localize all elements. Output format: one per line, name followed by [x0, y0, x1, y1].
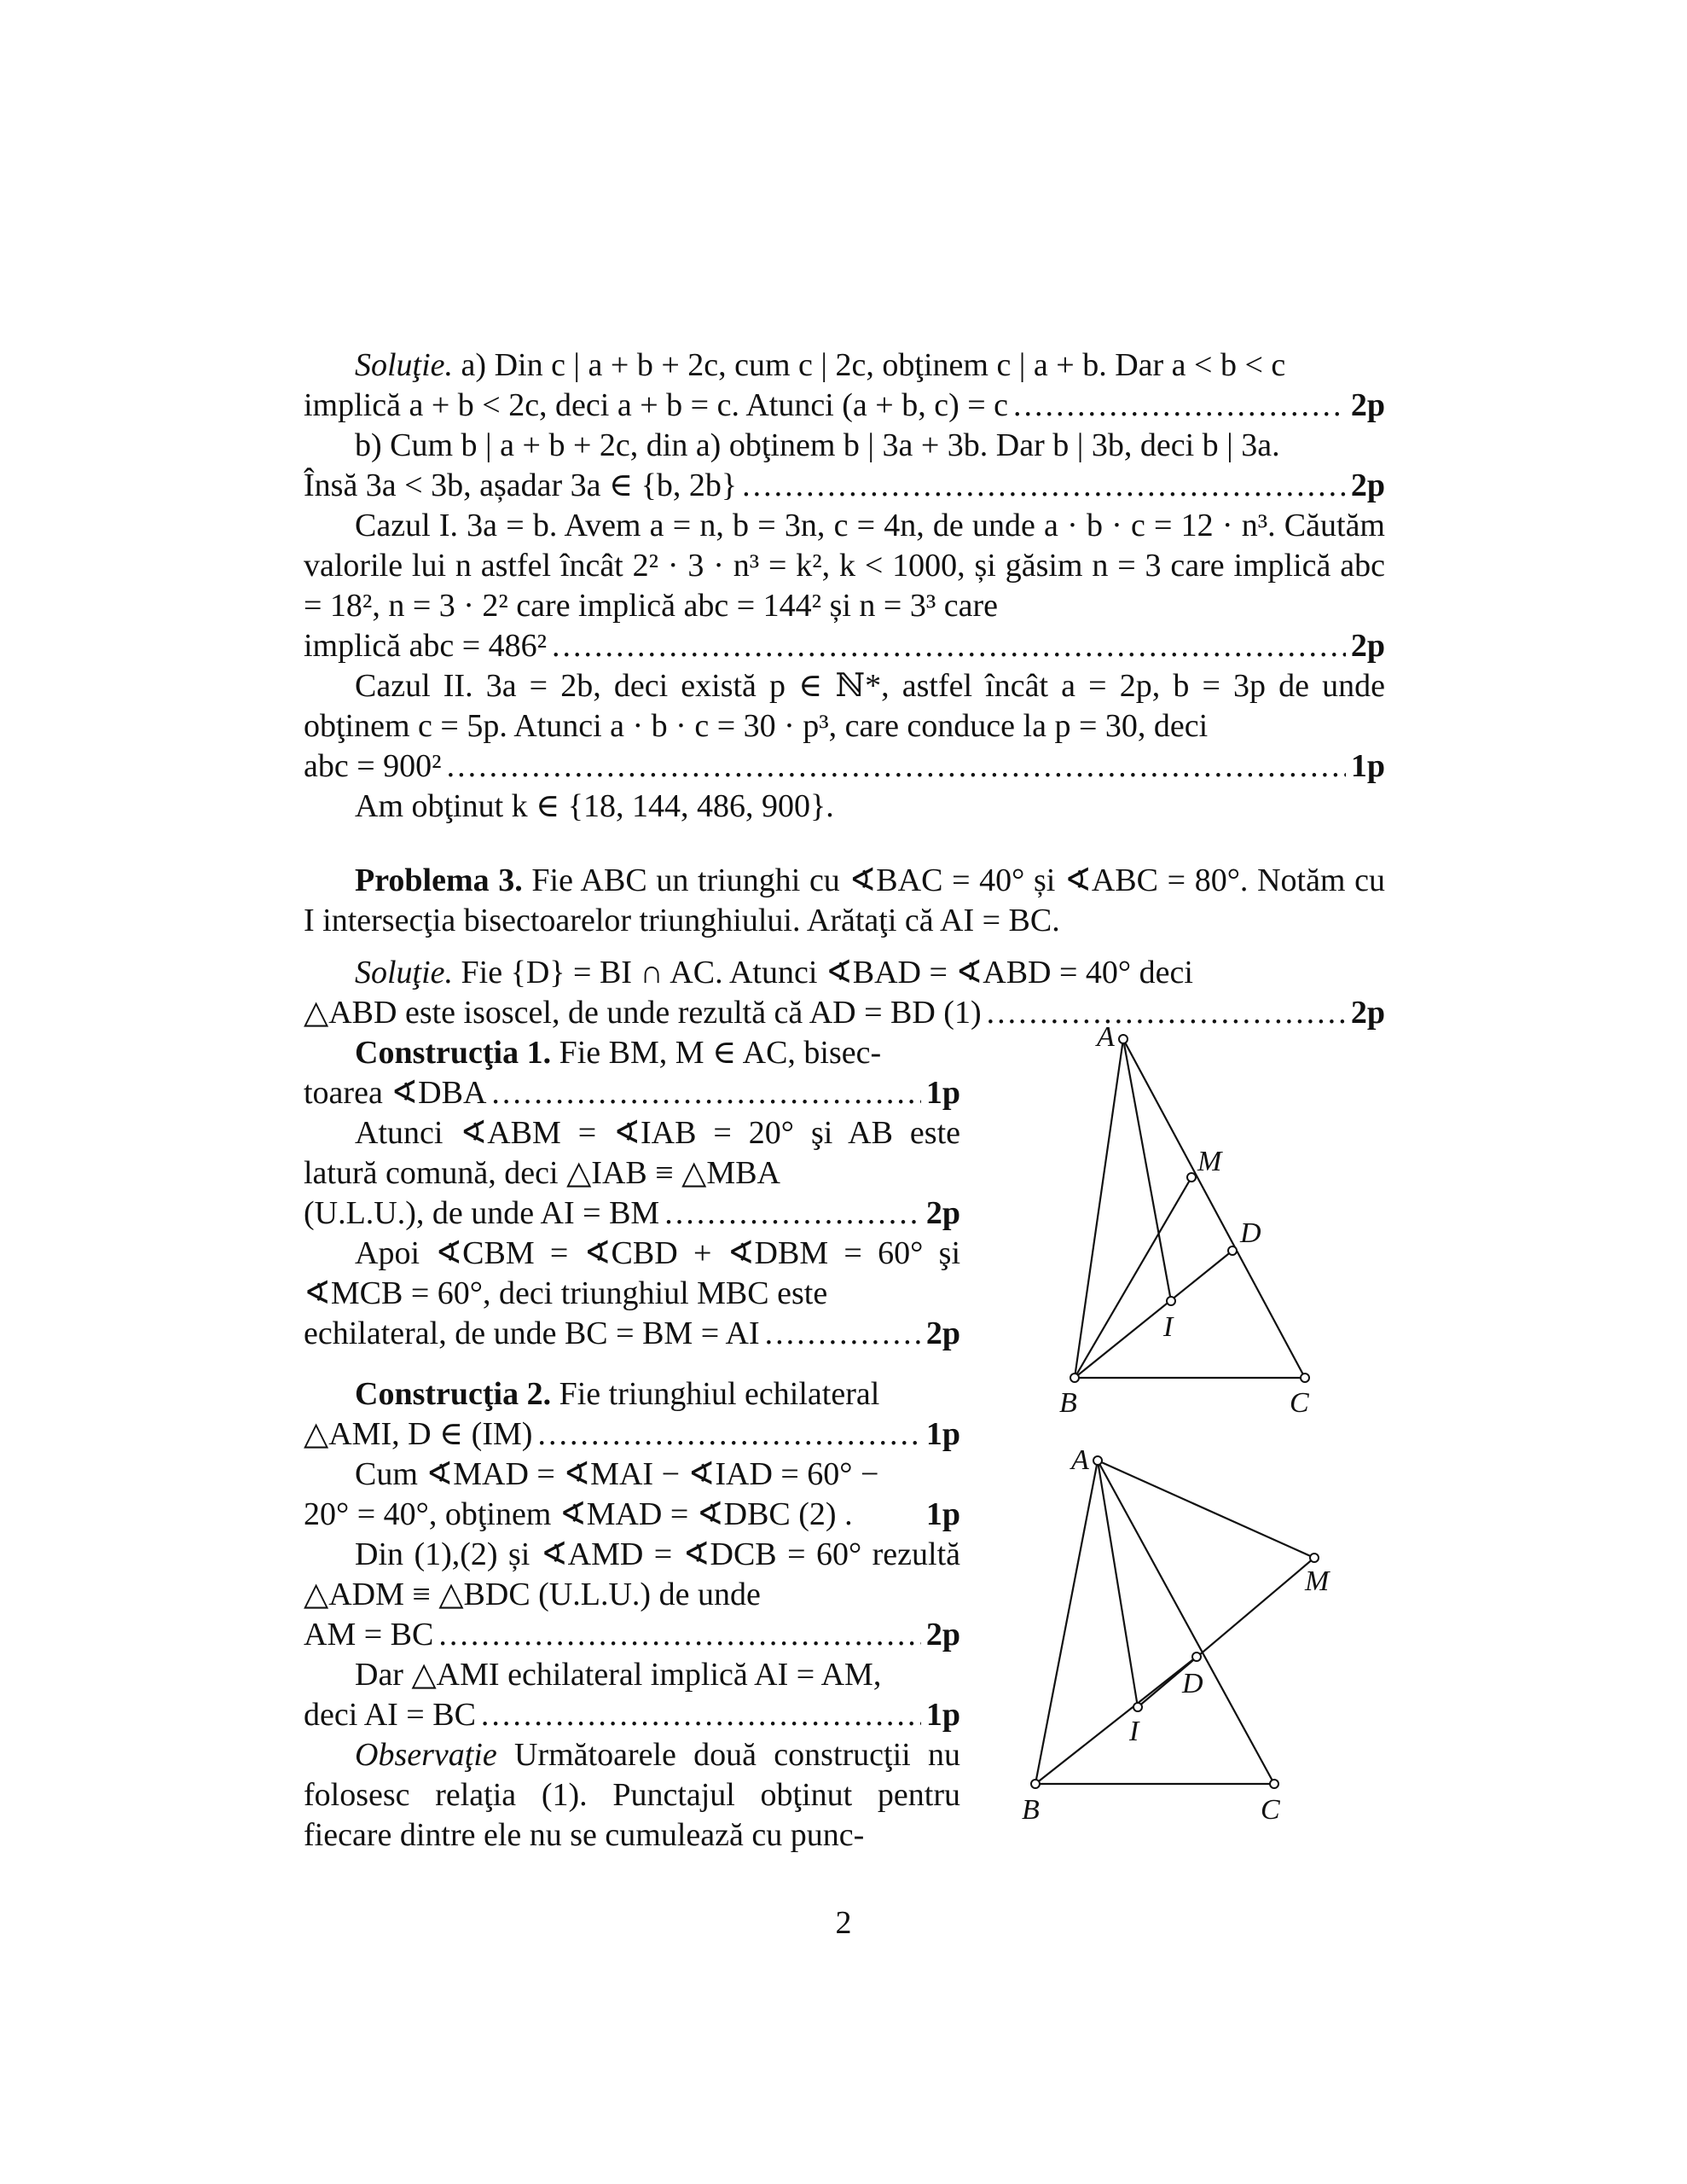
case-1-leader — [304, 626, 1385, 666]
figure-1 — [1023, 1024, 1382, 1425]
dot-leader — [537, 1414, 920, 1455]
case-2-leader — [304, 746, 1385, 787]
observation — [304, 1735, 960, 1856]
problem-3-text: Fie ABC un triunghi cu ∢BAC = 40° și ∢ABC = 80°. Notăm cu I intersecţia bisectoarelor triunghiului. Arătaţi că AI = BC. — [304, 863, 1386, 938]
construction-2-leader4 — [304, 1695, 960, 1735]
solution2-b: b) Cum b | a + b + 2c, din a) obţinem b | 3a + 3b. Dar b | 3b, deci b | 3a. — [355, 427, 1280, 463]
dot-leader — [552, 626, 1346, 666]
label-a: A — [1097, 1024, 1115, 1053]
label-i: I — [1163, 1311, 1174, 1343]
label-b: B — [1059, 1387, 1077, 1419]
case-2-end: abc = 900² — [304, 748, 442, 784]
segment-am — [1098, 1461, 1314, 1558]
label-d: D — [1240, 1217, 1261, 1249]
label-i: I — [1129, 1716, 1139, 1747]
points-badge: 2p — [925, 1617, 960, 1653]
construction-2-leader1 — [304, 1414, 960, 1455]
segment-bd — [1035, 1657, 1197, 1784]
problem-label: Problema 3. — [355, 863, 523, 898]
points-badge: 1p — [925, 1697, 960, 1733]
construction-1 — [304, 1033, 960, 1856]
solution-label: Soluţie. — [355, 347, 454, 383]
construction-2-text4: Dar △AMI echilateral implică AI = AM, — [355, 1657, 882, 1693]
construction-1-text2: Atunci ∢ABM = ∢IAB = 20° şi AB este latură comună, deci △IAB ≡ △MBA — [304, 1115, 960, 1191]
label-m: M — [1197, 1146, 1222, 1177]
construction-1-text3-end: echilateral, de unde BC = BM = AI — [304, 1316, 760, 1351]
figure-2 — [1006, 1433, 1382, 1834]
solution3-line2: △ABD este isoscel, de unde rezultă că AD = BD (1) — [304, 995, 982, 1031]
point-c — [1270, 1780, 1278, 1788]
label-c: C — [1290, 1387, 1309, 1419]
construction-2-text1: Fie triunghiul echilateral — [551, 1376, 880, 1412]
label-b: B — [1022, 1794, 1040, 1826]
construction-1-text3: Apoi ∢CBM = ∢CBD + ∢DBM = 60° şi ∢MCB = 60°, deci triunghiul MBC este — [304, 1235, 960, 1311]
construction-2-leader2 — [304, 1495, 960, 1535]
point-b — [1031, 1780, 1040, 1788]
solution2-a-leader — [304, 386, 1385, 426]
construction-2-text3: Din (1),(2) și ∢AMD = ∢DCB = 60° rezultă △ADM ≡ △BDC (U.L.U.) de unde — [304, 1536, 960, 1612]
dot-leader — [742, 466, 1346, 506]
construction-2-text2-end: 20° = 40°, obţinem ∢MAD = ∢DBC (2) . — [304, 1496, 853, 1532]
point-d — [1228, 1246, 1237, 1255]
construction-label: Construcţia 2. — [355, 1376, 552, 1412]
dot-leader — [447, 746, 1346, 787]
construction-1-text1-end: toarea ∢DBA — [304, 1075, 487, 1111]
construction-2-text4-end: deci AI = BC — [304, 1697, 476, 1733]
solution2-b-leader — [304, 466, 1385, 506]
solution3-intro — [304, 953, 1385, 993]
dot-leader — [438, 1615, 921, 1655]
construction-2-text1-end: △AMI, D ∈ (IM) — [304, 1416, 533, 1452]
construction-label: Construcţia 1. — [355, 1035, 552, 1071]
case-1: Cazul I. 3a = b. Avem a = n, b = 3n, c = 4n, de unde a · b · c = 12 · n³. Căutăm valorile lui n astfel încât 2² · 3 · n³ = k², k < 1000, și găsim n = 3 care implică abc = 18², n = 3 · 2² care implică abc = 144² și n = 3³ care — [304, 508, 1385, 624]
point-m — [1187, 1173, 1196, 1182]
dot-leader — [765, 1314, 921, 1354]
observation-text: Următoarele două construcţii nu folosesc relaţia (1). Punctajul obţinut pentru fiecare dintre ele nu se cumulează cu punc- — [304, 1737, 960, 1853]
dot-leader — [481, 1695, 921, 1735]
solution2-a — [304, 346, 1385, 386]
label-d: D — [1182, 1668, 1203, 1699]
construction-1-leader2 — [304, 1194, 960, 1234]
dot-leader — [491, 1073, 920, 1113]
segment-ca — [1123, 1039, 1305, 1378]
segment-ai — [1123, 1039, 1171, 1301]
construction-2-leader3 — [304, 1615, 960, 1655]
problem-3-statement — [304, 861, 1385, 941]
point-a — [1119, 1035, 1128, 1043]
construction-1-leader1 — [304, 1073, 960, 1113]
case-2: Cazul II. 3a = 2b, deci există p ∈ ℕ*, astfel încât a = 2p, b = 3p de unde obţinem c = 5p. Atunci a · b · c = 30 · p³, care conduce la p = 30, deci — [304, 668, 1385, 744]
solution2-a-text: a) Din c | a + b + 2c, cum c | 2c, obţinem c | a + b. Dar a < b < c — [453, 347, 1286, 383]
segment-bd — [1075, 1251, 1232, 1378]
construction-1-text1: Fie BM, M ∈ AC, bisec- — [551, 1035, 882, 1071]
solution3-line1: Fie {D} = BI ∩ AC. Atunci ∢BAD = ∢ABD = 40° deci — [453, 955, 1193, 990]
observation-label: Observaţie — [355, 1737, 497, 1773]
construction-1-intro — [304, 1033, 960, 1073]
points-badge: 1p — [925, 1416, 960, 1452]
solution2-b-line2: Însă 3a < 3b, așadar 3a ∈ {b, 2b} — [304, 468, 738, 503]
conclusion: Am obţinut k ∈ {18, 144, 486, 900}. — [355, 788, 834, 824]
points-badge: 2p — [1350, 387, 1385, 423]
construction-2-text2: Cum ∢MAD = ∢MAI − ∢IAD = 60° − — [355, 1456, 879, 1492]
point-i — [1167, 1297, 1175, 1305]
construction-2-intro — [304, 1374, 960, 1414]
points-badge: 1p — [925, 1496, 960, 1532]
points-badge: 2p — [1350, 468, 1385, 503]
points-badge: 2p — [1350, 628, 1385, 664]
segment-im — [1138, 1558, 1314, 1707]
points-badge: 2p — [925, 1316, 960, 1351]
label-c: C — [1261, 1794, 1280, 1826]
construction-1-text2-end: (U.L.U.), de unde AI = BM — [304, 1195, 660, 1231]
construction-2-text3-end: AM = BC — [304, 1617, 434, 1653]
points-badge: 1p — [925, 1075, 960, 1111]
point-c — [1301, 1374, 1309, 1382]
points-badge: 2p — [1350, 995, 1385, 1031]
point-i — [1133, 1703, 1142, 1711]
page-number: 2 — [835, 1905, 852, 1941]
point-b — [1070, 1374, 1079, 1382]
point-a — [1093, 1456, 1102, 1465]
dot-leader — [1013, 386, 1346, 426]
segment-ab — [1035, 1461, 1098, 1784]
dot-leader — [664, 1194, 921, 1234]
points-badge: 2p — [925, 1195, 960, 1231]
solution-label: Soluţie. — [355, 955, 454, 990]
point-m — [1310, 1554, 1319, 1562]
solution2-a-line2: implică a + b < 2c, deci a + b = c. Atunci (a + b, c) = c — [304, 387, 1009, 423]
segment-bm — [1075, 1177, 1191, 1378]
point-d — [1192, 1653, 1201, 1661]
label-m: M — [1305, 1565, 1330, 1597]
segment-ab — [1075, 1039, 1123, 1378]
case-1-end: implică abc = 486² — [304, 628, 548, 664]
construction-1-leader3 — [304, 1314, 960, 1354]
points-badge: 1p — [1350, 748, 1385, 784]
label-a: A — [1071, 1444, 1089, 1476]
